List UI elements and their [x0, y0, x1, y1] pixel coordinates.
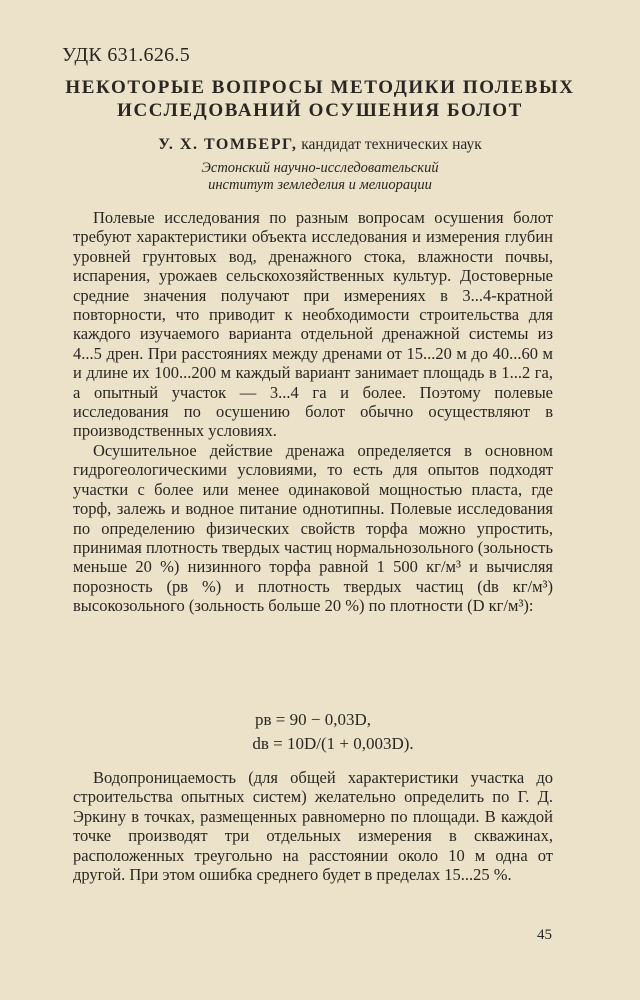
author-line [40, 136, 600, 154]
title-line-1: НЕКОТОРЫЕ ВОПРОСЫ МЕТОДИКИ ПОЛЕВЫХ [65, 77, 575, 98]
paragraph-2: Осушительное действие дренажа определяется в основном гидрогеологическими условиями, то есть для опытов подходят участки с более или менее одинаковой мощностью пласта, где торф, залежь и водное питание однотипны. Полевые исследования по определению физических свойств торфа можно упростить, принимая плотность твердых частиц нормальнозольного (зольность меньше 20 %) низинного торфа равной 1 500 кг/м³ и вычисляя порозность (pв %) и плотность твердых частиц (dв кг/м³) высокозольного (зольность больше 20 %) по плотности (D кг/м³): [73, 440, 553, 616]
institute [40, 160, 600, 194]
formula-porosity: pв = 90 − 0,03D, [255, 710, 371, 729]
article-body-continued [73, 768, 553, 884]
udk-code: УДК 631.626.5 [62, 44, 191, 66]
article-body [73, 208, 553, 616]
author-degree: кандидат технических наук [301, 136, 482, 153]
institute-line-2: институт земледелия и мелиорации [208, 177, 432, 193]
page-number: 45 [537, 927, 552, 943]
paragraph-1: Полевые исследования по разным вопросам осушения болот требуют характеристики объекта исследования и измерения глубин уровней грунтовых вод, дренажного стока, влажности почвы, испарения, урожаев сельскохозяйственных культур. Достоверные средние значения получают при измерениях в 3...4-кратной повторности, что приводит к необходимости строительства для каждого изучаемого варианта отдельной дренажной системы из 4...5 дрен. При расстояниях между дренами от 15...20 м до 40...60 м и длине их 100...200 м каждый вариант занимает площадь в 1...2 га, а опытный участок — 3...4 га и более. Поэтому полевые исследования по осушению болот обычно осуществляют в производственных условиях. [73, 208, 553, 441]
paragraph-3: Водопроницаемость (для общей характеристики участка до строительства опытных систем) желательно определить по Г. Д. Эркину в точках, размещенных равномерно по площади. В каждой точке производят три отдельных измерения в скважинах, расположенных треугольно на расстоянии около 10 м одна от другой. При этом ошибка среднего будет в пределах 15...25 %. [73, 768, 553, 885]
author-name: У. Х. ТОМБЕРГ, [158, 136, 298, 153]
formula-block [73, 708, 553, 756]
article-title [40, 76, 600, 122]
formula-density: dв = 10D/(1 + 0,003D). [252, 734, 414, 753]
title-line-2: ИССЛЕДОВАНИЙ ОСУШЕНИЯ БОЛОТ [117, 100, 523, 121]
institute-line-1: Эстонский научно-исследовательский [201, 160, 439, 176]
